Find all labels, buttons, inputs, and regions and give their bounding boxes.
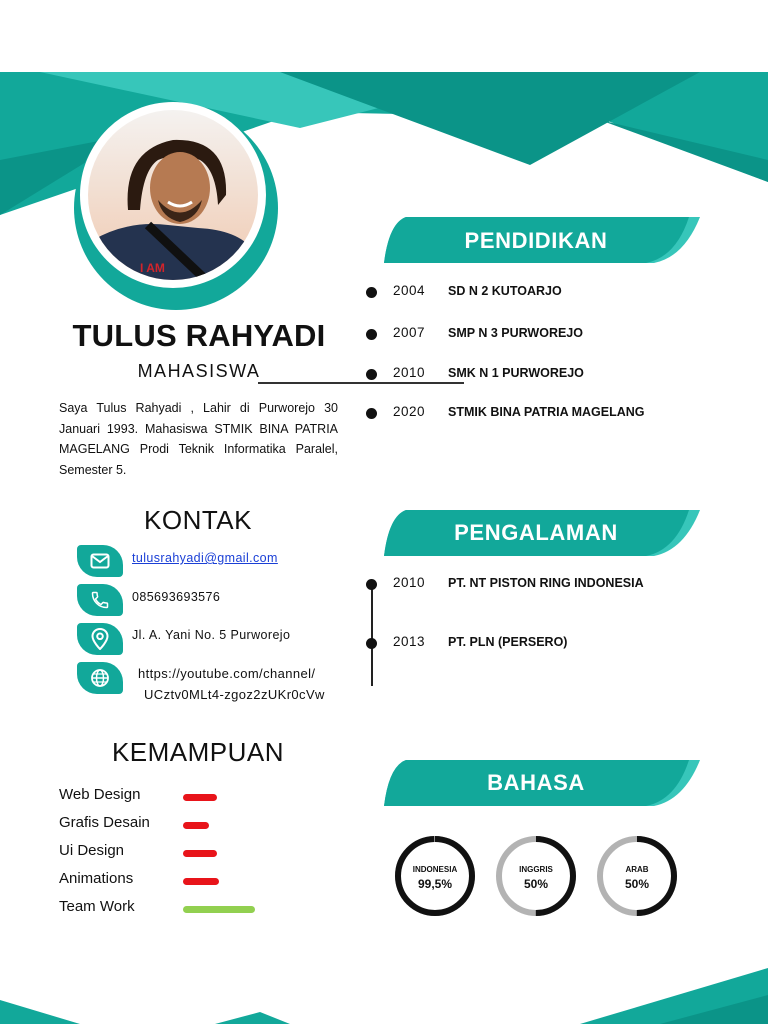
timeline-place: SMK N 1 PURWOREJO	[448, 366, 584, 380]
phone-icon	[77, 584, 123, 616]
timeline-place: SMP N 3 PURWOREJO	[448, 326, 583, 340]
timeline-place: PT. PLN (PERSERO)	[448, 635, 568, 649]
pendidikan-heading: PENDIDIKAN	[464, 228, 608, 253]
skill-bar	[183, 794, 217, 801]
bahasa-heading: BAHASA	[487, 770, 585, 795]
language-percent: 50%	[624, 877, 650, 891]
address: Jl. A. Yani No. 5 Purworejo	[132, 628, 291, 642]
phone-number: 085693693576	[132, 590, 221, 604]
timeline-year: 2004	[393, 283, 426, 298]
full-name: TULUS RAHYADI	[72, 318, 326, 353]
timeline-place: STMIK BINA PATRIA MAGELANG	[448, 405, 645, 419]
timeline-dot	[366, 369, 377, 380]
timeline-year: 2013	[393, 634, 426, 649]
email-link[interactable]: tulusrahyadi@gmail.com	[132, 551, 278, 565]
skill-label: Grafis Desain	[59, 814, 150, 831]
kemampuan-heading: KEMAMPUAN	[111, 737, 285, 767]
skill-label: Ui Design	[59, 842, 125, 859]
location-icon	[77, 623, 123, 655]
job-title: MAHASISWA	[137, 361, 261, 381]
language-ring	[596, 835, 678, 917]
skill-label: Web Design	[59, 786, 141, 803]
timeline-place: PT. NT PISTON RING INDONESIA	[448, 576, 644, 590]
skill-label: Team Work	[59, 898, 135, 915]
language-ring	[495, 835, 577, 917]
timeline-dot	[366, 408, 377, 419]
kontak-heading: KONTAK	[144, 505, 252, 535]
timeline-year: 2020	[393, 404, 426, 419]
photo-shirt-text: I AM	[140, 261, 165, 275]
avatar	[88, 110, 258, 280]
profile-photo	[88, 110, 258, 280]
skill-bar	[183, 850, 217, 857]
language-name: INDONESIA	[412, 865, 458, 874]
language-ring-fill	[398, 839, 472, 913]
language-name: ARAB	[625, 865, 649, 874]
language-percent: 99,5%	[417, 877, 453, 891]
language-percent: 50%	[523, 877, 549, 891]
timeline-place: SD N 2 KUTOARJO	[448, 284, 562, 298]
timeline-dot	[366, 329, 377, 340]
timeline-year: 2010	[393, 575, 426, 590]
skill-bar	[183, 822, 209, 829]
timeline-dot	[366, 579, 377, 590]
skill-label: Animations	[59, 870, 134, 887]
bio-paragraph: Saya Tulus Rahyadi , Lahir di Purworejo 30 Januari 1993. Mahasiswa STMIK BINA PATRIA MAGELANG Prodi Teknik Informatika Paralel, Semester 5.	[59, 401, 338, 477]
timeline-dot	[366, 638, 377, 649]
youtube-link-line2[interactable]: UCztv0MLt4-zgoz2zUKr0cVw	[144, 687, 325, 702]
pengalaman-heading: PENGALAMAN	[454, 520, 618, 545]
experience-timeline-line	[371, 584, 373, 686]
timeline-dot	[366, 287, 377, 298]
language-name: INGGRIS	[519, 865, 553, 874]
youtube-link-line1[interactable]: https://youtube.com/channel/	[138, 666, 316, 681]
name-divider	[258, 382, 464, 384]
timeline-year: 2010	[393, 365, 426, 380]
globe-icon	[77, 662, 123, 694]
skill-bar	[183, 878, 219, 885]
skill-bar	[183, 906, 255, 913]
timeline-year: 2007	[393, 325, 426, 340]
mail-icon	[77, 545, 123, 577]
language-ring	[394, 835, 476, 917]
